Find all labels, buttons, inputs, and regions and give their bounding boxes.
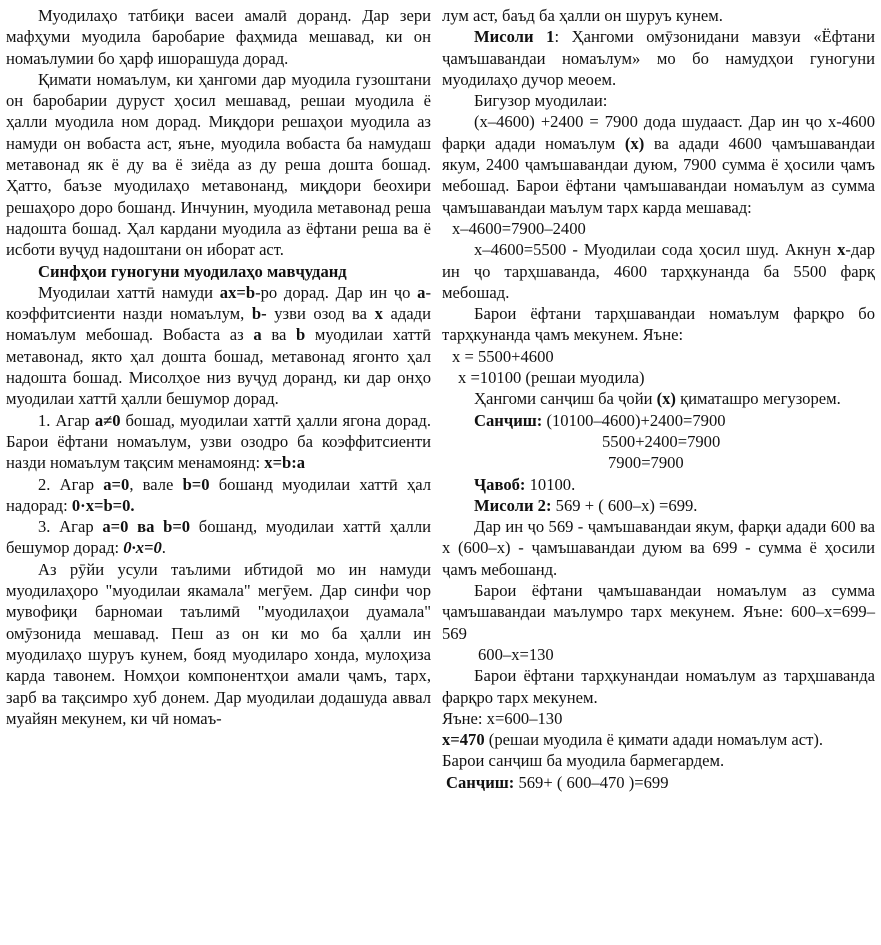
equation-step-5: Яъне: x=600–130 (442, 708, 563, 728)
answer-line: Ҷавоб: 10100. (474, 474, 576, 494)
result-line: x=470 (решаи муодила ё қимати адади номаълум аст). (442, 730, 824, 750)
equation-explanation: (x–4600) +2400 = 7900 дода шудааст. Дар ин ҷо x-4600 фарқи адади номаълум (x) ва адади 4600 ҷамъшавандаи якум, 2400 ҷамъшавандаи дуюм, 7900 сумма ё ҳосили ҷамъ мебошад. Барои ёфтани ҷамъшавандаи номаълум аз сумма ҷамъшавандаи маълум тарх карда мешавад: (442, 112, 875, 217)
check-one-line-3: 7900=7900 (608, 453, 684, 473)
subtraction-rule-paragraph: Барои ёфтани ҷамъшавандаи номаълум аз сумма ҷамъшавандаи маълумро тарх мекунем. Яъне: 600–x=699–569 (442, 581, 875, 643)
equation-step-3: x =10100 (решаи муодила) (458, 368, 645, 388)
given-equation-label: Бигузор муодилаи: (474, 91, 608, 111)
check-two-line: Санҷиш: 569+ ( 600–470 )=699 (446, 772, 669, 792)
equation-step-2: x = 5500+4600 (452, 346, 554, 366)
subtrahend-rule-paragraph: Барои ёфтани тарҳкунандаи номаълум аз тарҳшаванда фарқро тарх мекунем. (442, 666, 875, 707)
check-one-line-1: Санҷиш: (10100–4600)+2400=7900 (474, 410, 726, 430)
continuation-line: лум аст, баъд ба ҳалли он шуруъ кунем. (442, 6, 723, 25)
right-column (442, 5, 875, 945)
root-definition-paragraph: Қимати номаълум, ки ҳангоми дар муодила гузоштани он баробарии дуруст ҳосил мешавад, решаи муодила ё ҳалли муодила ном дорад. Миқдори решаҳои муодила аз намуди он вобаста аст, яъне, муодила вобаста ба намудаш метавонад як ё ду ва ё зиёда аз ду реша дошта бошад. Ҳатто, баъзе муодилаҳо метавонанд, миқдори беохири решаҳоро доро бошанд. Инчунин, муодила метавонад реша надошта бошад. Ҳал кардани муодила аз ёфтани реша ва ё исботи вуҷуд надоштани он иборат аст. (6, 69, 431, 260)
minuend-rule-paragraph: Барои ёфтани тарҳшавандаи номаълум фарқро бо тарҳкунанда ҷамъ мекунем. Яъне: (442, 304, 875, 345)
simple-equation-paragraph: x–4600=5500 - Муодилаи сода ҳосил шуд. Акнун x-дар ин ҷо тарҳшаванда, 4600 тарҳкунанда ба 5500 фарқ мебошад. (442, 240, 875, 302)
case-two: 2. Агар a=0, вале b=0 бошанд муодилаи хаттӣ ҳал надорад: 0·x=b=0. (6, 474, 431, 515)
case-one: 1. Агар a≠0 бошад, муодилаи хаттӣ ҳалли ягона дорад. Барои ёфтани номаълум, узви озодро ба коэффитсиенти назди номаълум тақсим менамоянд: x=b:a (6, 410, 431, 473)
intro-paragraph: Муодилаҳо татбиқи васеи амалӣ доранд. Дар зери мафҳуми муодила баробарие фаҳмида мешавад, ки он номаълумии бо ҳарф ишорашуда дорад. (6, 6, 431, 68)
example-two-explanation: Дар ин ҷо 569 - ҷамъшавандаи якум, фарқи адади 600 ва x (600–x) - ҷамъшавандаи дуюм ва 699 - сумма ё ҳосили ҷамъ мебошанд. (442, 517, 875, 579)
example-two: Мисоли 2: 569 + ( 600–x) =699. (474, 495, 698, 515)
example-one: Мисоли 1: Ҳангоми омӯзонидани мавзуи «Ёфтани ҷамъшавандаи номаълум» мо бо намудҳои гуногуни муодилаҳо дучор меоем. (442, 27, 875, 89)
check-one-line-2: 5500+2400=7900 (602, 431, 721, 451)
equation-step-4: 600–x=130 (478, 644, 554, 664)
section-heading: Синфҳои гуногуни муодилаҳо мавҷуданд (38, 261, 347, 281)
return-to-equation-line: Барои санҷиш ба муодила бармегардем. (442, 751, 725, 771)
equation-step-1: x–4600=7900–2400 (452, 218, 586, 238)
left-column (6, 5, 431, 945)
case-three: 3. Агар a=0 ва b=0 бошанд, муодилаи хаттӣ ҳалли бешумор дорад: 0·x=0. (6, 517, 431, 558)
substitution-paragraph: Ҳангоми санҷиш ба ҷойи (x) қиматашро мегузорем. (474, 389, 841, 409)
linear-equation-paragraph: Муодилаи хаттӣ намуди ax=b-ро дорад. Дар ин ҷо a- коэффитсиенти назди номаълум, b- узви озод ва x адади номаълум мебошад. Вобаста аз a ва b муодилаи хаттӣ метавонад, якто ҳал дошта бошад, метавонад ягонто ҳал надошта бошад. Мисолҳое низ вуҷуд доранд, ки дар онҳо муодилаи хаттӣ ҳалли бешумор дорад. (6, 282, 432, 409)
two-step-equations-paragraph: Аз рӯйи усули таълими ибтидоӣ мо ин намуди муодилаҳоро "муодилаи якамала" мегӯем. Дар синфи чор мувофиқи барномаи таълимӣ "муодилаҳои дуамала" омӯзонида мешавад. Пеш аз он ки мо ба ҳалли ин муодилаҳо шуруъ кунем, бояд муодиларо хонда, мулоҳиза карда тавонем. Номҳои компонентҳои амали ҷамъ, тарх, зарб ва тақсимро хуб донем. Дар муодилаи додашуда аввал муайян мекунем, ки чӣ номаъ- (6, 559, 431, 728)
